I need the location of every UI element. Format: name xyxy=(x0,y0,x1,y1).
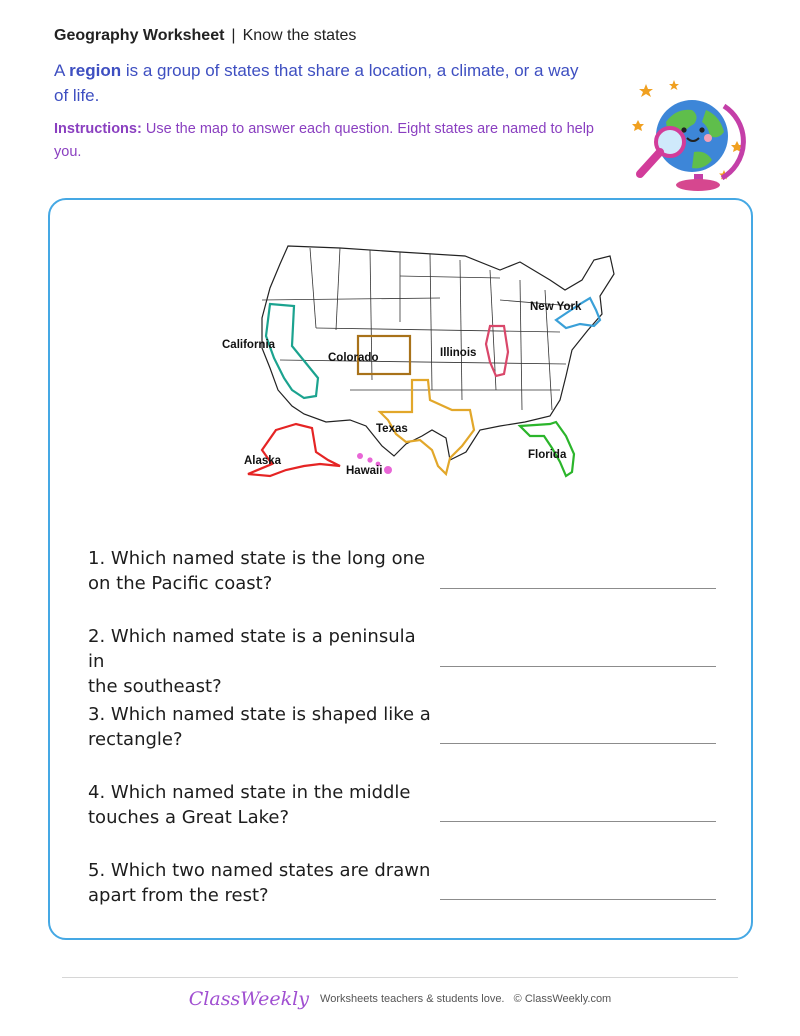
question-4-line-2: touches a Great Lake? xyxy=(88,807,290,828)
question-4 xyxy=(88,780,433,830)
question-3 xyxy=(88,702,433,752)
question-5-line-2: apart from the rest? xyxy=(88,885,269,906)
answer-line-5[interactable] xyxy=(440,899,716,900)
question-4-line-1: 4. Which named state in the middle xyxy=(88,782,411,803)
state-california xyxy=(266,304,318,398)
us-map xyxy=(200,240,620,490)
question-1-line-1: 1. Which named state is the long one xyxy=(88,548,426,569)
header-separator: | xyxy=(231,27,236,44)
label-alaska: Alaska xyxy=(244,455,282,467)
label-illinois: Illinois xyxy=(440,347,477,359)
questions-card xyxy=(48,198,753,940)
state-alaska xyxy=(248,424,340,476)
question-3-line-2: rectangle? xyxy=(88,729,183,750)
instructions-label: Instructions: xyxy=(54,121,142,137)
worksheet-header xyxy=(54,27,356,45)
footer-copyright: © ClassWeekly.com xyxy=(513,993,612,1005)
footer xyxy=(0,988,800,1010)
brand-logo[interactable]: ClassWeekly xyxy=(188,988,309,1010)
globe-mascot-icon xyxy=(624,78,754,198)
question-2 xyxy=(88,624,433,699)
label-colorado: Colorado xyxy=(328,352,379,364)
definition-text: is a group of states that share a location, a climate, or a way of life. xyxy=(54,61,579,105)
footer-divider xyxy=(62,977,738,978)
answer-line-2[interactable] xyxy=(440,666,716,667)
answer-line-4[interactable] xyxy=(440,821,716,822)
question-5-line-1: 5. Which two named states are drawn xyxy=(88,860,431,881)
question-2-line-1: 2. Which named state is a peninsula in xyxy=(88,626,416,672)
definition-keyword: region xyxy=(69,61,122,80)
label-florida: Florida xyxy=(528,449,567,461)
worksheet-title: Geography Worksheet xyxy=(54,27,225,44)
label-hawaii: Hawaii xyxy=(346,465,383,477)
label-texas: Texas xyxy=(376,423,408,435)
footer-tagline: Worksheets teachers & students love. xyxy=(320,993,505,1005)
state-illinois xyxy=(486,326,508,376)
answer-line-1[interactable] xyxy=(440,588,716,589)
question-2-line-2: the southeast? xyxy=(88,676,222,697)
question-5 xyxy=(88,858,433,908)
region-definition xyxy=(54,58,594,108)
question-1-line-2: on the Pacific coast? xyxy=(88,573,273,594)
state-borders xyxy=(262,248,572,410)
worksheet-subtitle: Know the states xyxy=(242,27,357,44)
question-3-line-1: 3. Which named state is shaped like a xyxy=(88,704,431,725)
instructions xyxy=(54,118,594,164)
definition-article: A xyxy=(54,61,65,80)
instructions-text: Use the map to answer each question. Eight states are named to help you. xyxy=(54,121,594,160)
label-new-york: New York xyxy=(530,301,582,313)
label-california: California xyxy=(222,339,276,351)
answer-line-3[interactable] xyxy=(440,743,716,744)
question-1 xyxy=(88,546,433,596)
